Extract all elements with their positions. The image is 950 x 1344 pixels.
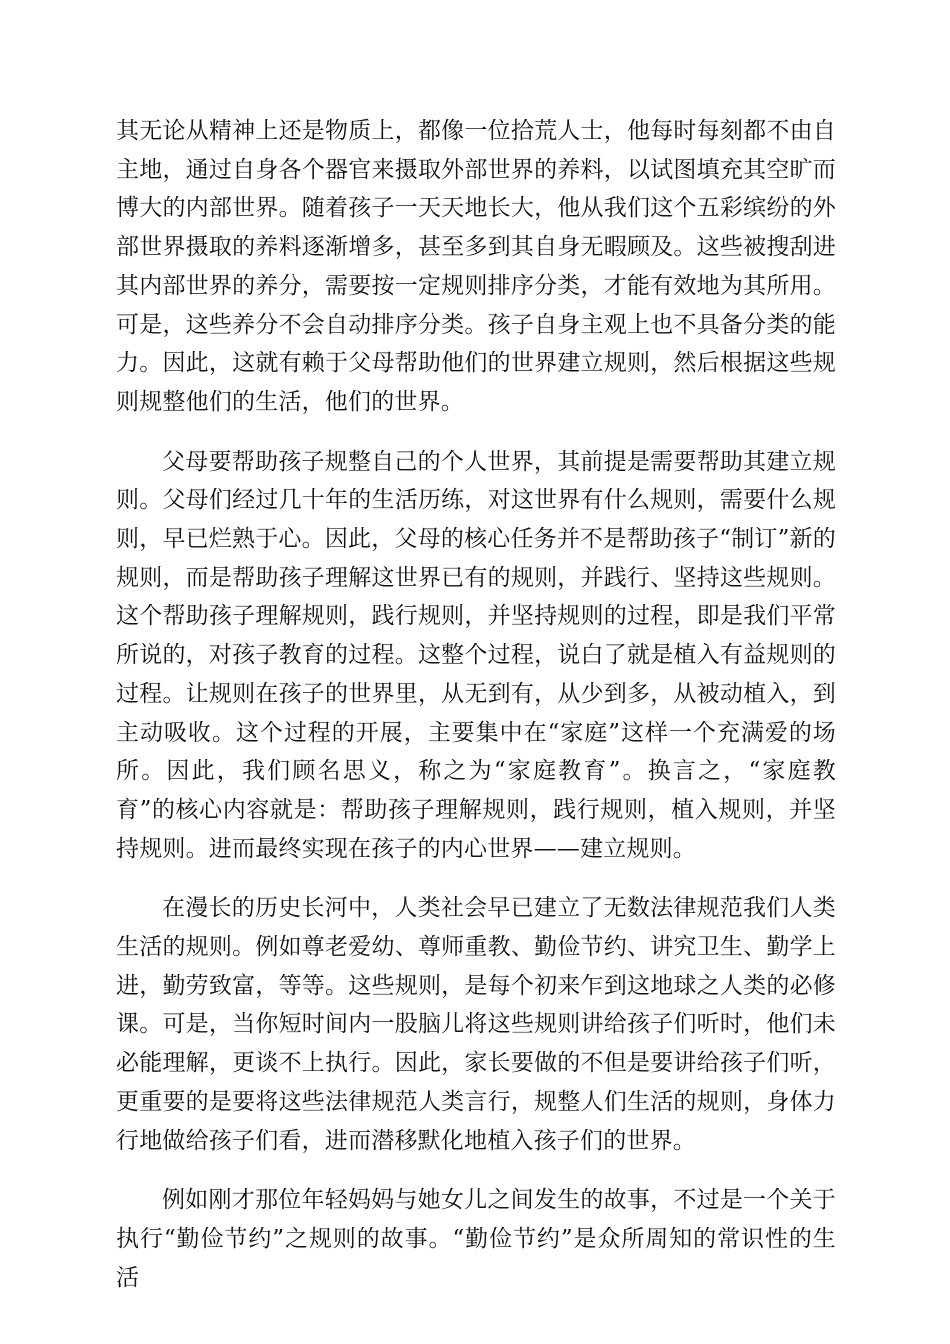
document-page bbox=[116, 112, 836, 1297]
paragraph-4: 例如刚才那位年轻妈妈与她女儿之间发生的故事，不过是一个关于执行“勤俭节约”之规则的故事。“勤俭节约”是众所周知的常识性的生活 bbox=[116, 1187, 836, 1291]
paragraph-gap bbox=[116, 868, 836, 889]
paragraph-2: 父母要帮助孩子规整自己的个人世界，其前提是需要帮助其建立规则。父母们经过几十年的生活历练，对这世界有什么规则，需要什么规则，早已烂熟于心。因此，父母的核心任务并不是帮助孩子“制订”新的规则，而是帮助孩子理解这世界已有的规则，并践行、坚持这些规则。这个帮助孩子理解规则，践行规则，并坚持规则的过程，即是我们平常所说的，对孩子教育的过程。这整个过程，说白了就是植入有益规则的过程。让规则在孩子的世界里，从无到有，从少到多，从被动植入，到主动吸收。这个过程的开展，主要集中在“家庭”这样一个充满爱的场所。因此，我们顾名思义，称之为“家庭教育”。换言之，“家庭教育”的核心内容就是：帮助孩子理解规则，践行规则，植入规则，并坚持规则。进而最终实现在孩子的内心世界——建立规则。 bbox=[116, 448, 836, 862]
paragraph-3: 在漫长的历史长河中，人类社会早已建立了无数法律规范我们人类生活的规则。例如尊老爱幼、尊师重教、勤俭节约、讲究卫生、勤学上进，勤劳致富，等等。这些规则，是每个初来乍到这地球之人类的必修课。可是，当你短时间内一股脑儿将这些规则讲给孩子们听时，他们未必能理解，更谈不上执行。因此，家长要做的不但是要讲给孩子们听，更重要的是要将这些法律规范人类言行，规整人们生活的规则，身体力行地做给孩子们看，进而潜移默化地植入孩子们的世界。 bbox=[116, 895, 836, 1154]
paragraph-1: 其无论从精神上还是物质上，都像一位拾荒人士，他每时每刻都不由自主地，通过自身各个器官来摄取外部世界的养料，以试图填充其空旷而博大的内部世界。随着孩子一天天地长大，他从我们这个五彩缤纷的外部世界摄取的养料逐渐增多，甚至多到其自身无暇顾及。这些被搜刮进其内部世界的养分，需要按一定规则排序分类，才能有效地为其所用。可是，这些养分不会自动排序分类。孩子自身主观上也不具备分类的能力。因此，这就有赖于父母帮助他们的世界建立规则，然后根据这些规则规整他们的生活，他们的世界。 bbox=[116, 118, 836, 415]
paragraph-gap bbox=[116, 1160, 836, 1181]
paragraph-gap bbox=[116, 422, 836, 443]
